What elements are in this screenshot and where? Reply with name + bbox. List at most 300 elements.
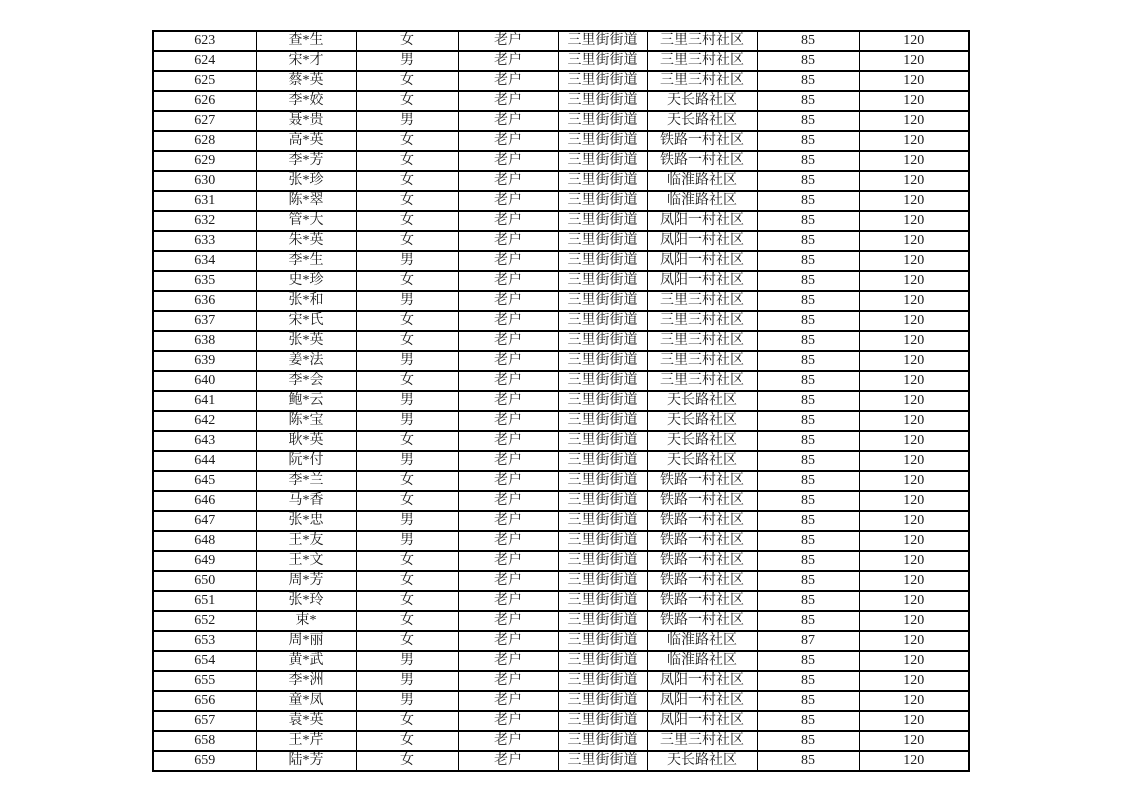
table-row [153, 191, 969, 211]
cell-category: 老户 [458, 571, 558, 591]
cell-street: 三里街街道 [558, 691, 647, 711]
cell-amount: 120 [859, 231, 969, 251]
cell-category: 老户 [458, 751, 558, 771]
table-row [153, 291, 969, 311]
cell-community: 临淮路社区 [647, 651, 757, 671]
cell-gender: 男 [356, 291, 458, 311]
table-row [153, 51, 969, 71]
cell-name: 聂*贵 [256, 111, 356, 131]
table-row [153, 171, 969, 191]
cell-category: 老户 [458, 231, 558, 251]
cell-gender: 女 [356, 311, 458, 331]
cell-category: 老户 [458, 211, 558, 231]
table-row [153, 711, 969, 731]
cell-amount: 120 [859, 411, 969, 431]
cell-gender: 男 [356, 651, 458, 671]
cell-name: 蔡*英 [256, 71, 356, 91]
cell-index: 658 [153, 731, 256, 751]
cell-street: 三里街街道 [558, 511, 647, 531]
cell-gender: 女 [356, 711, 458, 731]
cell-index: 637 [153, 311, 256, 331]
cell-index: 636 [153, 291, 256, 311]
cell-standard: 85 [757, 251, 859, 271]
cell-name: 陈*翠 [256, 191, 356, 211]
cell-community: 凤阳一村社区 [647, 691, 757, 711]
cell-index: 648 [153, 531, 256, 551]
cell-community: 铁路一村社区 [647, 471, 757, 491]
cell-index: 644 [153, 451, 256, 471]
cell-amount: 120 [859, 571, 969, 591]
cell-standard: 85 [757, 171, 859, 191]
cell-amount: 120 [859, 291, 969, 311]
cell-gender: 女 [356, 471, 458, 491]
cell-standard: 85 [757, 711, 859, 731]
cell-category: 老户 [458, 711, 558, 731]
cell-standard: 85 [757, 611, 859, 631]
cell-gender: 女 [356, 491, 458, 511]
cell-name: 李*生 [256, 251, 356, 271]
cell-category: 老户 [458, 631, 558, 651]
cell-gender: 女 [356, 431, 458, 451]
cell-amount: 120 [859, 91, 969, 111]
table-row [153, 391, 969, 411]
cell-community: 天长路社区 [647, 391, 757, 411]
resident-subsidy-table [152, 30, 970, 772]
cell-index: 654 [153, 651, 256, 671]
cell-street: 三里街街道 [558, 671, 647, 691]
cell-gender: 女 [356, 91, 458, 111]
cell-index: 635 [153, 271, 256, 291]
cell-name: 马*香 [256, 491, 356, 511]
cell-gender: 男 [356, 111, 458, 131]
cell-category: 老户 [458, 111, 558, 131]
cell-street: 三里街街道 [558, 71, 647, 91]
cell-gender: 女 [356, 191, 458, 211]
cell-standard: 85 [757, 671, 859, 691]
cell-street: 三里街街道 [558, 151, 647, 171]
cell-gender: 男 [356, 511, 458, 531]
cell-name: 查*生 [256, 31, 356, 51]
cell-amount: 120 [859, 391, 969, 411]
cell-street: 三里街街道 [558, 251, 647, 271]
cell-street: 三里街街道 [558, 711, 647, 731]
cell-category: 老户 [458, 671, 558, 691]
cell-index: 652 [153, 611, 256, 631]
cell-amount: 120 [859, 691, 969, 711]
table-row [153, 511, 969, 531]
cell-standard: 85 [757, 91, 859, 111]
cell-standard: 85 [757, 291, 859, 311]
cell-street: 三里街街道 [558, 471, 647, 491]
cell-street: 三里街街道 [558, 531, 647, 551]
cell-category: 老户 [458, 611, 558, 631]
cell-street: 三里街街道 [558, 111, 647, 131]
cell-name: 李*芳 [256, 151, 356, 171]
cell-name: 张*珍 [256, 171, 356, 191]
cell-gender: 男 [356, 51, 458, 71]
cell-street: 三里街街道 [558, 131, 647, 151]
cell-gender: 男 [356, 251, 458, 271]
cell-amount: 120 [859, 251, 969, 271]
cell-category: 老户 [458, 411, 558, 431]
cell-standard: 85 [757, 111, 859, 131]
cell-name: 周*丽 [256, 631, 356, 651]
cell-amount: 120 [859, 551, 969, 571]
cell-amount: 120 [859, 611, 969, 631]
table-row [153, 371, 969, 391]
cell-amount: 120 [859, 311, 969, 331]
cell-standard: 85 [757, 571, 859, 591]
cell-gender: 女 [356, 271, 458, 291]
table-row [153, 471, 969, 491]
cell-name: 鲍*云 [256, 391, 356, 411]
cell-category: 老户 [458, 71, 558, 91]
cell-name: 宋*才 [256, 51, 356, 71]
cell-name: 朱*英 [256, 231, 356, 251]
cell-street: 三里街街道 [558, 751, 647, 771]
cell-street: 三里街街道 [558, 91, 647, 111]
cell-amount: 120 [859, 431, 969, 451]
cell-amount: 120 [859, 631, 969, 651]
cell-street: 三里街街道 [558, 551, 647, 571]
table-row [153, 751, 969, 771]
cell-standard: 85 [757, 371, 859, 391]
cell-street: 三里街街道 [558, 651, 647, 671]
cell-street: 三里街街道 [558, 191, 647, 211]
cell-community: 临淮路社区 [647, 171, 757, 191]
cell-name: 张*忠 [256, 511, 356, 531]
cell-index: 646 [153, 491, 256, 511]
cell-community: 铁路一村社区 [647, 491, 757, 511]
cell-name: 童*凤 [256, 691, 356, 711]
cell-amount: 120 [859, 451, 969, 471]
cell-standard: 85 [757, 191, 859, 211]
cell-index: 626 [153, 91, 256, 111]
cell-gender: 女 [356, 631, 458, 651]
cell-category: 老户 [458, 311, 558, 331]
cell-name: 陆*芳 [256, 751, 356, 771]
cell-street: 三里街街道 [558, 311, 647, 331]
cell-index: 650 [153, 571, 256, 591]
table-row [153, 71, 969, 91]
cell-index: 629 [153, 151, 256, 171]
cell-standard: 85 [757, 591, 859, 611]
cell-amount: 120 [859, 211, 969, 231]
cell-category: 老户 [458, 251, 558, 271]
cell-gender: 女 [356, 331, 458, 351]
cell-gender: 女 [356, 731, 458, 751]
cell-community: 铁路一村社区 [647, 131, 757, 151]
cell-standard: 85 [757, 691, 859, 711]
table-row [153, 331, 969, 351]
cell-community: 天长路社区 [647, 411, 757, 431]
cell-category: 老户 [458, 191, 558, 211]
cell-index: 659 [153, 751, 256, 771]
cell-community: 三里三村社区 [647, 311, 757, 331]
cell-index: 628 [153, 131, 256, 151]
cell-amount: 120 [859, 531, 969, 551]
cell-category: 老户 [458, 731, 558, 751]
cell-amount: 120 [859, 751, 969, 771]
cell-name: 耿*英 [256, 431, 356, 451]
cell-standard: 85 [757, 271, 859, 291]
cell-name: 王*芹 [256, 731, 356, 751]
cell-index: 638 [153, 331, 256, 351]
cell-gender: 女 [356, 71, 458, 91]
cell-name: 黄*武 [256, 651, 356, 671]
cell-community: 三里三村社区 [647, 351, 757, 371]
cell-community: 天长路社区 [647, 431, 757, 451]
table-row [153, 411, 969, 431]
cell-community: 三里三村社区 [647, 291, 757, 311]
cell-amount: 120 [859, 31, 969, 51]
cell-street: 三里街街道 [558, 571, 647, 591]
cell-name: 张*玲 [256, 591, 356, 611]
cell-community: 三里三村社区 [647, 51, 757, 71]
cell-category: 老户 [458, 551, 558, 571]
cell-category: 老户 [458, 331, 558, 351]
cell-street: 三里街街道 [558, 391, 647, 411]
cell-category: 老户 [458, 91, 558, 111]
cell-amount: 120 [859, 171, 969, 191]
cell-gender: 女 [356, 231, 458, 251]
cell-index: 657 [153, 711, 256, 731]
cell-gender: 男 [356, 411, 458, 431]
cell-community: 铁路一村社区 [647, 591, 757, 611]
cell-gender: 女 [356, 131, 458, 151]
cell-standard: 85 [757, 151, 859, 171]
table-row [153, 591, 969, 611]
cell-category: 老户 [458, 151, 558, 171]
cell-amount: 120 [859, 711, 969, 731]
table-row [153, 571, 969, 591]
cell-gender: 男 [356, 451, 458, 471]
cell-gender: 女 [356, 551, 458, 571]
cell-index: 647 [153, 511, 256, 531]
cell-community: 三里三村社区 [647, 31, 757, 51]
cell-index: 632 [153, 211, 256, 231]
table-row [153, 251, 969, 271]
cell-community: 天长路社区 [647, 451, 757, 471]
cell-gender: 男 [356, 671, 458, 691]
cell-index: 655 [153, 671, 256, 691]
cell-name: 李*会 [256, 371, 356, 391]
cell-community: 凤阳一村社区 [647, 231, 757, 251]
cell-category: 老户 [458, 531, 558, 551]
cell-index: 640 [153, 371, 256, 391]
table-row [153, 311, 969, 331]
cell-index: 642 [153, 411, 256, 431]
table-row [153, 671, 969, 691]
cell-street: 三里街街道 [558, 631, 647, 651]
cell-category: 老户 [458, 591, 558, 611]
cell-street: 三里街街道 [558, 351, 647, 371]
cell-amount: 120 [859, 351, 969, 371]
cell-amount: 120 [859, 491, 969, 511]
table-row [153, 731, 969, 751]
cell-gender: 女 [356, 751, 458, 771]
cell-category: 老户 [458, 351, 558, 371]
cell-gender: 女 [356, 211, 458, 231]
cell-amount: 120 [859, 591, 969, 611]
cell-amount: 120 [859, 671, 969, 691]
cell-standard: 85 [757, 51, 859, 71]
cell-street: 三里街街道 [558, 451, 647, 471]
cell-community: 铁路一村社区 [647, 571, 757, 591]
cell-standard: 85 [757, 71, 859, 91]
cell-standard: 85 [757, 471, 859, 491]
cell-name: 高*英 [256, 131, 356, 151]
table-row [153, 631, 969, 651]
cell-index: 631 [153, 191, 256, 211]
cell-street: 三里街街道 [558, 231, 647, 251]
cell-category: 老户 [458, 431, 558, 451]
cell-community: 凤阳一村社区 [647, 671, 757, 691]
cell-community: 凤阳一村社区 [647, 271, 757, 291]
cell-community: 三里三村社区 [647, 371, 757, 391]
cell-gender: 女 [356, 151, 458, 171]
cell-index: 656 [153, 691, 256, 711]
cell-community: 铁路一村社区 [647, 611, 757, 631]
cell-name: 宋*氏 [256, 311, 356, 331]
cell-index: 623 [153, 31, 256, 51]
cell-gender: 男 [356, 391, 458, 411]
cell-community: 铁路一村社区 [647, 551, 757, 571]
cell-category: 老户 [458, 511, 558, 531]
table-row [153, 211, 969, 231]
cell-name: 史*珍 [256, 271, 356, 291]
cell-gender: 男 [356, 691, 458, 711]
cell-name: 李*洲 [256, 671, 356, 691]
cell-gender: 女 [356, 591, 458, 611]
cell-community: 凤阳一村社区 [647, 251, 757, 271]
cell-gender: 女 [356, 371, 458, 391]
cell-standard: 85 [757, 651, 859, 671]
cell-street: 三里街街道 [558, 611, 647, 631]
cell-index: 651 [153, 591, 256, 611]
cell-index: 624 [153, 51, 256, 71]
cell-standard: 85 [757, 531, 859, 551]
table-row [153, 91, 969, 111]
cell-amount: 120 [859, 271, 969, 291]
cell-gender: 女 [356, 171, 458, 191]
cell-name: 王*文 [256, 551, 356, 571]
cell-amount: 120 [859, 651, 969, 671]
cell-street: 三里街街道 [558, 371, 647, 391]
cell-street: 三里街街道 [558, 31, 647, 51]
cell-amount: 120 [859, 111, 969, 131]
cell-index: 645 [153, 471, 256, 491]
cell-category: 老户 [458, 391, 558, 411]
table-row [153, 111, 969, 131]
cell-index: 630 [153, 171, 256, 191]
cell-index: 641 [153, 391, 256, 411]
cell-street: 三里街街道 [558, 271, 647, 291]
cell-community: 三里三村社区 [647, 71, 757, 91]
cell-name: 姜*法 [256, 351, 356, 371]
cell-name: 李*姣 [256, 91, 356, 111]
cell-index: 653 [153, 631, 256, 651]
cell-gender: 女 [356, 31, 458, 51]
cell-standard: 85 [757, 211, 859, 231]
cell-standard: 85 [757, 231, 859, 251]
cell-category: 老户 [458, 471, 558, 491]
table-row [153, 271, 969, 291]
cell-index: 633 [153, 231, 256, 251]
cell-amount: 120 [859, 471, 969, 491]
table-row [153, 551, 969, 571]
cell-community: 凤阳一村社区 [647, 211, 757, 231]
cell-amount: 120 [859, 371, 969, 391]
cell-name: 周*芳 [256, 571, 356, 591]
table-row [153, 151, 969, 171]
cell-category: 老户 [458, 691, 558, 711]
cell-gender: 男 [356, 531, 458, 551]
cell-gender: 女 [356, 571, 458, 591]
cell-standard: 85 [757, 411, 859, 431]
cell-name: 管*大 [256, 211, 356, 231]
table-row [153, 451, 969, 471]
table-row [153, 531, 969, 551]
cell-street: 三里街街道 [558, 491, 647, 511]
cell-gender: 男 [356, 351, 458, 371]
cell-community: 铁路一村社区 [647, 151, 757, 171]
table-row [153, 131, 969, 151]
cell-category: 老户 [458, 491, 558, 511]
cell-community: 临淮路社区 [647, 631, 757, 651]
cell-category: 老户 [458, 271, 558, 291]
table-row [153, 691, 969, 711]
cell-standard: 85 [757, 751, 859, 771]
cell-standard: 85 [757, 311, 859, 331]
cell-street: 三里街街道 [558, 291, 647, 311]
cell-standard: 85 [757, 131, 859, 151]
table-row [153, 231, 969, 251]
cell-street: 三里街街道 [558, 51, 647, 71]
cell-street: 三里街街道 [558, 591, 647, 611]
cell-index: 627 [153, 111, 256, 131]
table-row [153, 431, 969, 451]
cell-community: 三里三村社区 [647, 331, 757, 351]
cell-name: 束* [256, 611, 356, 631]
cell-category: 老户 [458, 291, 558, 311]
cell-amount: 120 [859, 511, 969, 531]
cell-community: 铁路一村社区 [647, 531, 757, 551]
cell-category: 老户 [458, 451, 558, 471]
cell-index: 643 [153, 431, 256, 451]
cell-street: 三里街街道 [558, 171, 647, 191]
cell-name: 张*英 [256, 331, 356, 351]
cell-category: 老户 [458, 31, 558, 51]
cell-standard: 85 [757, 31, 859, 51]
cell-name: 阮*付 [256, 451, 356, 471]
cell-amount: 120 [859, 131, 969, 151]
cell-amount: 120 [859, 731, 969, 751]
cell-standard: 85 [757, 451, 859, 471]
cell-standard: 85 [757, 351, 859, 371]
cell-name: 袁*英 [256, 711, 356, 731]
cell-street: 三里街街道 [558, 211, 647, 231]
cell-standard: 85 [757, 551, 859, 571]
cell-name: 陈*宝 [256, 411, 356, 431]
table-row [153, 651, 969, 671]
cell-category: 老户 [458, 371, 558, 391]
cell-amount: 120 [859, 51, 969, 71]
cell-amount: 120 [859, 151, 969, 171]
cell-name: 张*和 [256, 291, 356, 311]
cell-category: 老户 [458, 171, 558, 191]
table-row [153, 351, 969, 371]
